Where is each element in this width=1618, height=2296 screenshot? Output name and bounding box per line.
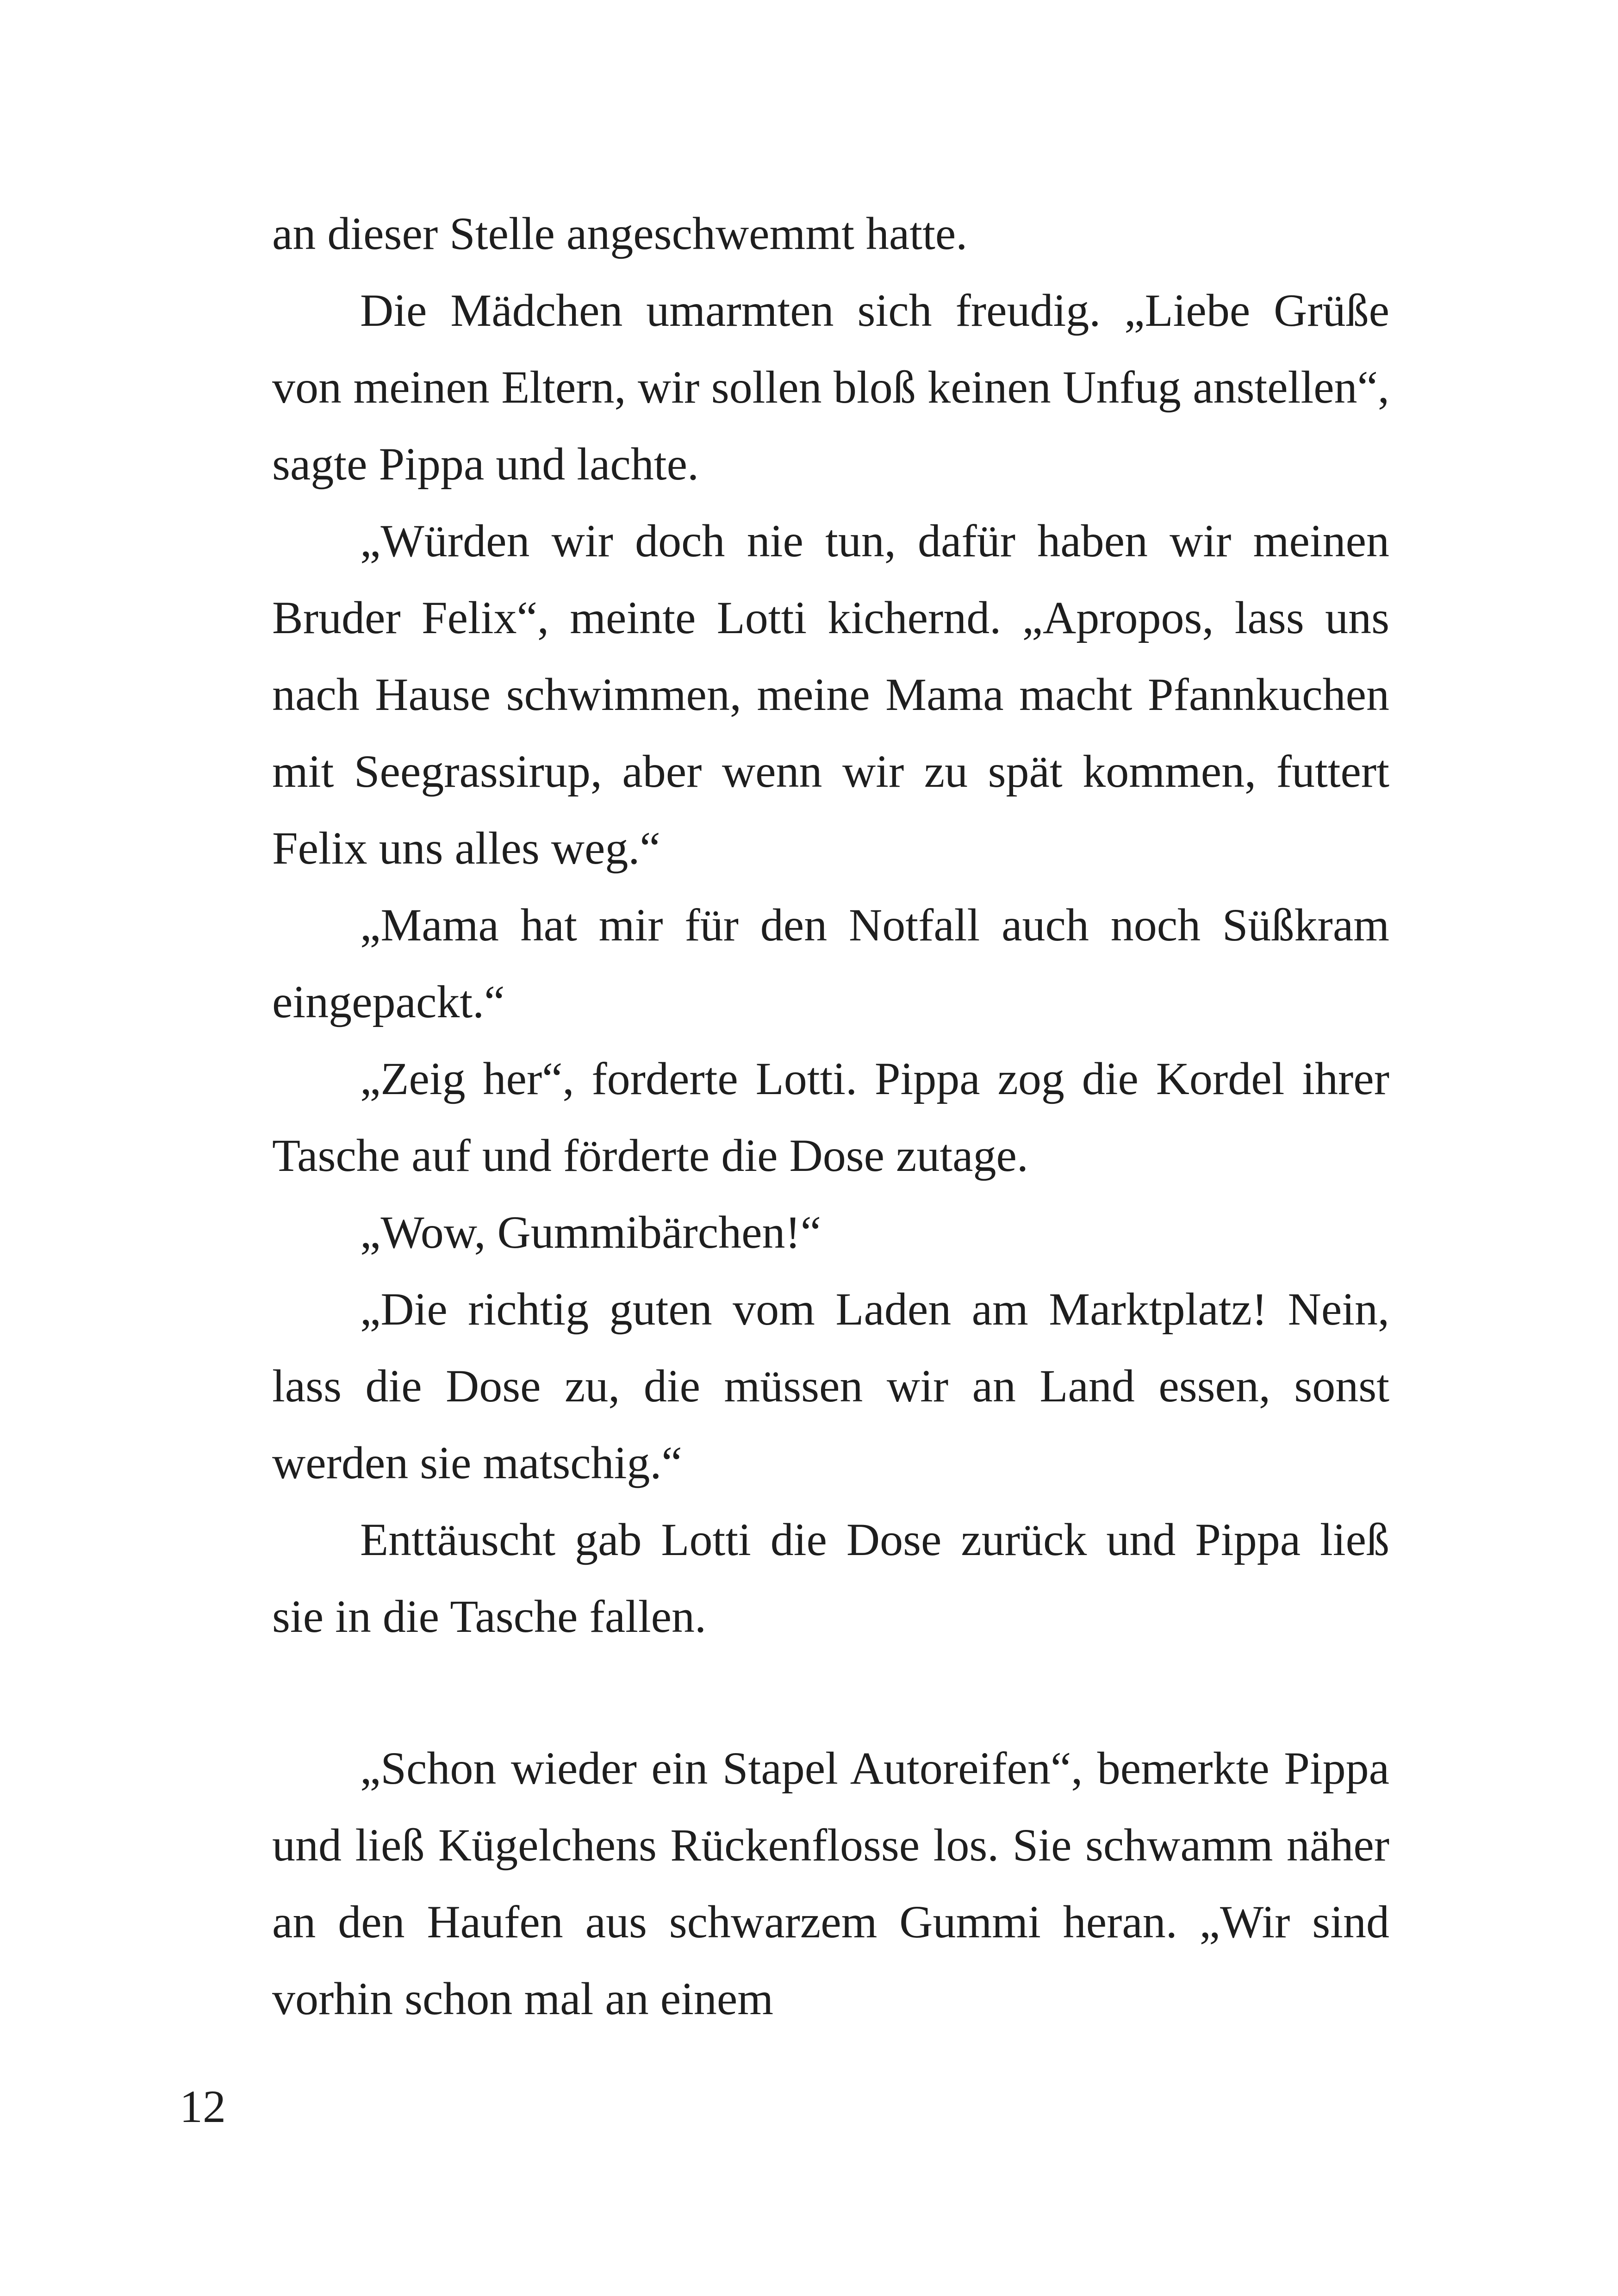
paragraph: „Schon wieder ein Stapel Autoreifen“, bemerkte Pippa und ließ Kügelchens Rückenflosse los. Sie schwamm näher an den Haufen aus schwarzem Gummi heran. „Wir sind vorhin schon mal an einem [272, 1742, 1389, 2024]
paragraph: „Wow, Gummibärchen!“ [360, 1207, 821, 1258]
paragraph: Die Mädchen umarmten sich freudig. „Liebe Grüße von meinen Eltern, wir sollen bloß keinen Unfug anstellen“, sagte Pippa und lachte. [272, 285, 1389, 490]
body-text-section-2 [272, 1730, 1389, 2037]
paragraph: „Mama hat mir für den Notfall auch noch Süßkram eingepackt.“ [272, 899, 1389, 1027]
paragraph: Enttäuscht gab Lotti die Dose zurück und Pippa ließ sie in die Tasche fallen. [272, 1514, 1389, 1642]
paragraph: „Würden wir doch nie tun, dafür haben wir meinen Bruder Felix“, meinte Lotti kichernd. „Apropos, lass uns nach Hause schwimmen, meine Mama macht Pfannkuchen mit Seegrassirup, aber wenn wir zu spät kommen, futtert Felix uns alles weg.“ [272, 515, 1389, 874]
page-number: 12 [180, 2081, 226, 2132]
paragraph-continuation: an dieser Stelle angeschwemmt hatte. [272, 208, 968, 259]
paragraph: „Die richtig guten vom Laden am Marktplatz! Nein, lass die Dose zu, die müssen wir an Land essen, sonst werden sie matschig.“ [272, 1283, 1389, 1488]
paragraph: „Zeig her“, forderte Lotti. Pippa zog die Kordel ihrer Tasche auf und förderte die Dose zutage. [272, 1053, 1389, 1181]
body-text-section-1 [272, 195, 1389, 1655]
